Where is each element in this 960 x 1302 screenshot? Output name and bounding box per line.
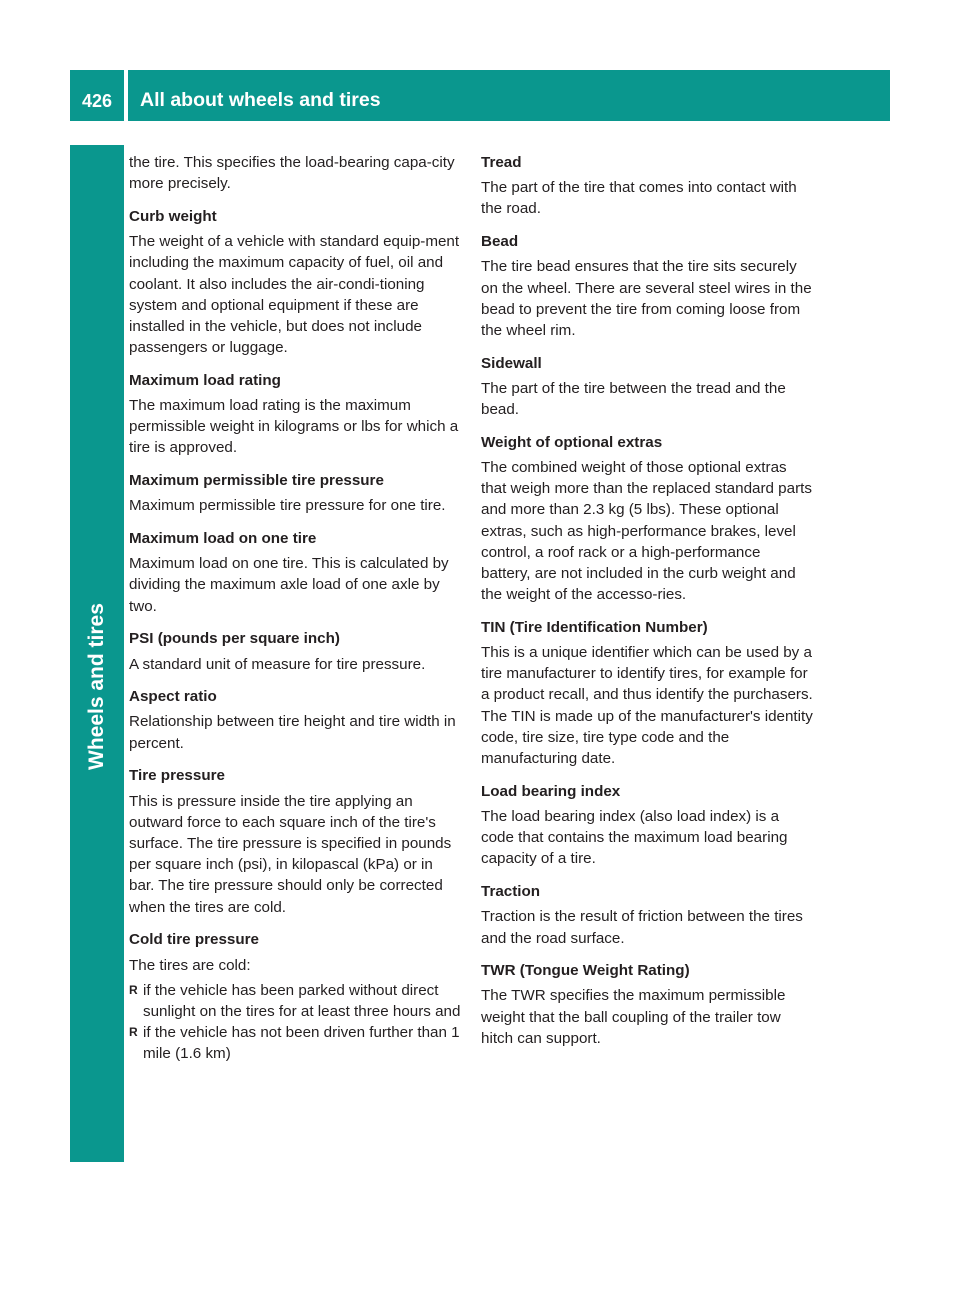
section-heading: Sidewall [481, 354, 542, 372]
page-title: All about wheels and tires [128, 70, 890, 121]
list-item-text: if the vehicle has not been driven further than 1 mile (1.6 km) [143, 1024, 460, 1063]
left-column [129, 152, 462, 1065]
page-header [70, 70, 890, 121]
section-heading: Bead [481, 233, 519, 251]
section-heading: Maximum load rating [129, 371, 281, 389]
section-text: A standard unit of measure for tire pressure. [129, 655, 426, 673]
bullet-list [129, 980, 462, 1065]
bullet-marker: R [129, 982, 138, 997]
section-heading: Maximum load on one tire [129, 530, 317, 548]
section-text: The part of the tire that comes into contact with the road. [481, 179, 797, 218]
section-text: This is pressure inside the tire applying an outward force to each square inch of the tire's surface. The tire pressure is specified in pounds per square inch (psi), in kilopascal (kPa) or in bar. The tire pressure should only be corrected when the tires are cold. [129, 792, 452, 916]
section-text: The TWR specifies the maximum permissible weight that the ball coupling of the trailer tow hitch can support. [481, 987, 786, 1047]
list-item-text: if the vehicle has been parked without direct sunlight on the tires for at least three hours and [143, 981, 461, 1020]
section-text: This is a unique identifier which can be used by a tire manufacturer to identify tires, for example for a product recall, and thus identify the purchasers. The TIN is made up of the manufacturer's identity code, tire size, tire type code and the manufacturing date. [481, 644, 813, 768]
section-heading: TWR (Tongue Weight Rating) [481, 962, 690, 980]
section-text: The tire bead ensures that the tire sits securely on the wheel. There are several steel wires in the bead to prevent the tire from coming loose from the wheel rim. [481, 258, 812, 339]
section-heading: Maximum permissible tire pressure [129, 472, 384, 490]
section-text: Traction is the result of friction between the tires and the road surface. [481, 908, 803, 947]
section-text: The weight of a vehicle with standard equip-ment including the maximum capacity of fuel, oil and coolant. It also includes the air-condi-tioning system and optional equipment if these are installed in the vehicle, but does not include passengers or luggage. [129, 233, 460, 357]
section-text: Relationship between tire height and tire width in percent. [129, 713, 456, 752]
section-heading: Weight of optional extras [481, 433, 663, 451]
section-text: The part of the tire between the tread and the bead. [481, 379, 786, 419]
section-text: The tires are cold: [129, 956, 251, 974]
bullet-marker: R [129, 1025, 138, 1040]
section-heading: Cold tire pressure [129, 931, 259, 949]
list-item [129, 1022, 462, 1064]
section-text: Maximum permissible tire pressure for one tire. [129, 497, 446, 515]
right-column [481, 152, 814, 1061]
section-text: The maximum load rating is the maximum permissible weight in kilograms or lbs for which a tire is approved. [129, 397, 459, 457]
list-item [129, 980, 462, 1022]
section-text: The load bearing index (also load index) is a code that contains the maximum load bearing capacity of a tire. [481, 807, 788, 868]
section-text: The combined weight of those optional extras that weigh more than the replaced standard parts and more than 2.3 kg (5 lbs). These optional extras, such as high-performance brakes, level control, a roof rack or a high-performance battery, are not included in the curb weight and the weight of the accesso-ries. [481, 458, 812, 604]
section-heading: Aspect ratio [129, 688, 217, 706]
section-heading: Traction [481, 883, 541, 901]
section-heading: Tread [481, 154, 522, 171]
section-heading: TIN (Tire Identification Number) [481, 618, 708, 636]
section-heading: Curb weight [129, 207, 217, 225]
page-number: 426 [70, 70, 124, 121]
chapter-label-text: Wheels and tires [85, 603, 108, 770]
section-heading: Tire pressure [129, 767, 225, 785]
section-heading: Load bearing index [481, 782, 621, 800]
section-heading: PSI (pounds per square inch) [129, 630, 340, 648]
continued-paragraph: the tire. This specifies the load-bearing capa-city more precisely. [129, 154, 455, 193]
section-text: Maximum load on one tire. This is calculated by dividing the maximum axle load of one axle by two. [129, 555, 449, 615]
